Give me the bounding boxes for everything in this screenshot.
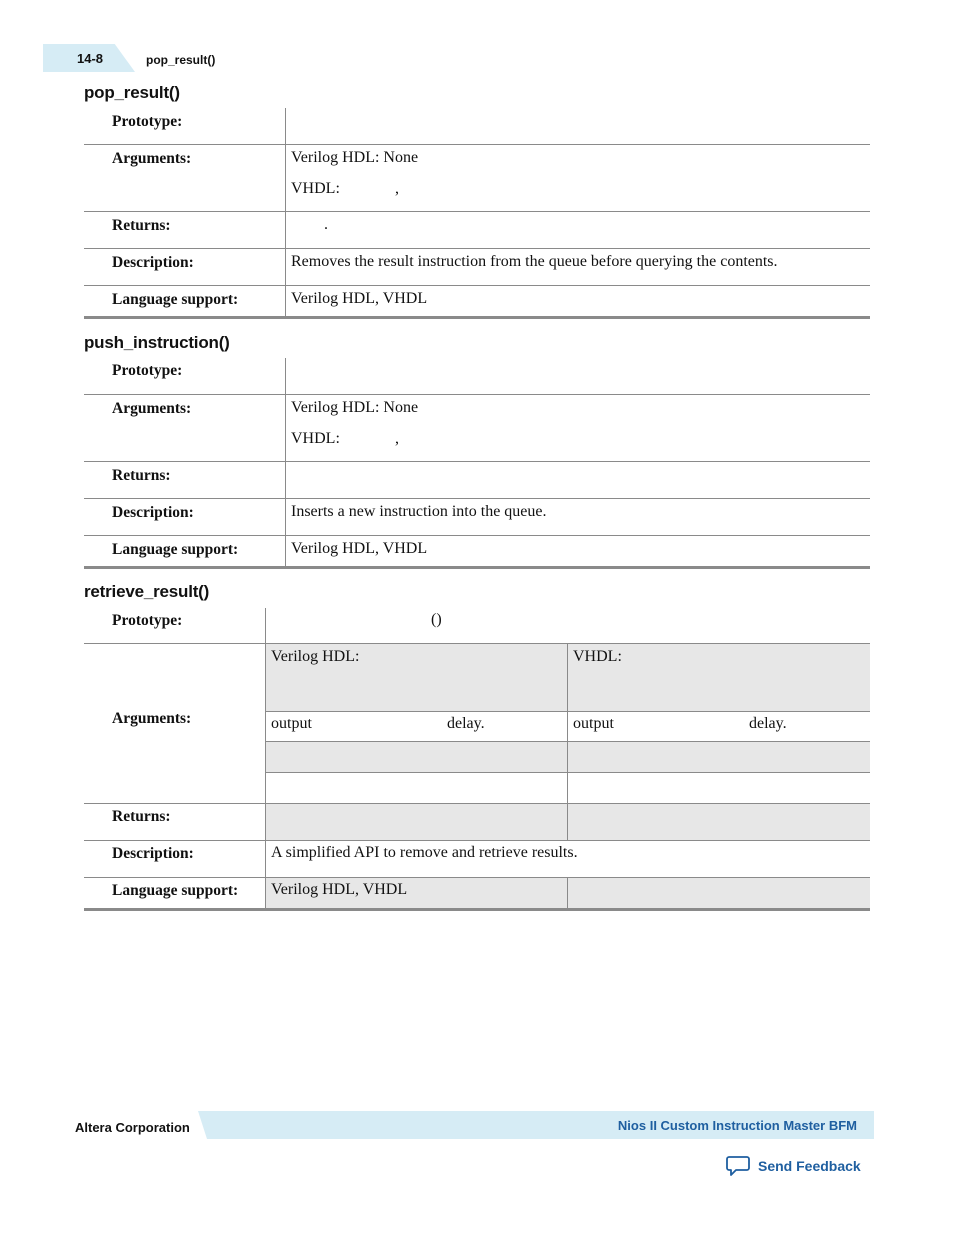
description-label: Description:	[112, 845, 194, 862]
language-value: Verilog HDL, VHDL	[271, 881, 408, 898]
language-label: Language support:	[112, 541, 239, 558]
section-title-retrieve-result: retrieve_result()	[84, 582, 210, 601]
arguments-row	[84, 644, 870, 804]
returns-row	[84, 462, 870, 499]
arguments-label: Arguments:	[112, 710, 192, 727]
returns-label: Returns:	[112, 808, 171, 825]
arguments-vhdl-comma: ,	[395, 430, 399, 447]
arguments-verilog: Verilog HDL: None	[291, 149, 419, 166]
prototype-row	[84, 108, 870, 145]
prototype-row	[84, 358, 870, 395]
arguments-label: Arguments:	[112, 400, 192, 417]
prototype-label: Prototype:	[112, 113, 183, 130]
prototype-label: Prototype:	[112, 362, 183, 379]
language-row	[84, 536, 870, 569]
footer-document-title: Nios II Custom Instruction Master BFM	[617, 1118, 857, 1133]
arguments-verilog-head: Verilog HDL:	[271, 648, 360, 665]
arguments-row	[84, 145, 870, 212]
send-feedback-link[interactable]	[726, 1153, 861, 1179]
push-instruction-table	[84, 358, 870, 569]
verilog-delay: delay.	[447, 715, 485, 732]
arguments-verilog: Verilog HDL: None	[291, 399, 419, 416]
vhdl-delay: delay.	[749, 715, 787, 732]
description-value: A simplified API to remove and retrieve results.	[271, 844, 578, 861]
language-label: Language support:	[112, 291, 239, 308]
returns-row	[84, 212, 870, 249]
arguments-vhdl: VHDL:	[291, 430, 340, 447]
pop-result-table	[84, 108, 870, 319]
description-value: Inserts a new instruction into the queue.	[291, 503, 547, 520]
prototype-value: ()	[431, 611, 442, 628]
arguments-label: Arguments:	[112, 150, 192, 167]
vhdl-output: output	[573, 715, 614, 732]
send-feedback-label: Send Feedback	[758, 1158, 861, 1174]
speech-bubble-icon	[726, 1155, 750, 1177]
language-value: Verilog HDL, VHDL	[291, 540, 428, 557]
section-title-push-instruction: push_instruction()	[84, 333, 230, 352]
description-row	[84, 841, 870, 878]
language-label: Language support:	[112, 882, 239, 899]
returns-row	[84, 804, 870, 841]
verilog-output: output	[271, 715, 312, 732]
arguments-vhdl-comma: ,	[395, 180, 399, 197]
prototype-label: Prototype:	[112, 612, 183, 629]
prototype-row	[84, 608, 870, 644]
returns-label: Returns:	[112, 217, 171, 234]
arguments-row	[84, 395, 870, 462]
running-title: pop_result()	[146, 53, 216, 67]
language-value: Verilog HDL, VHDL	[291, 290, 428, 307]
footer-company: Altera Corporation	[75, 1120, 190, 1135]
language-row	[84, 878, 870, 911]
page-number: 14-8	[77, 51, 104, 66]
returns-label: Returns:	[112, 467, 171, 484]
arguments-vhdl-head: VHDL:	[573, 648, 622, 665]
arguments-vhdl: VHDL:	[291, 180, 340, 197]
section-title-pop-result: pop_result()	[84, 83, 180, 102]
retrieve-result-table	[84, 608, 870, 911]
description-value: Removes the result instruction from the queue before querying the contents.	[291, 253, 778, 270]
description-label: Description:	[112, 254, 194, 271]
description-row	[84, 499, 870, 536]
returns-value: .	[324, 216, 328, 233]
description-row	[84, 249, 870, 286]
description-label: Description:	[112, 504, 194, 521]
language-row	[84, 286, 870, 319]
